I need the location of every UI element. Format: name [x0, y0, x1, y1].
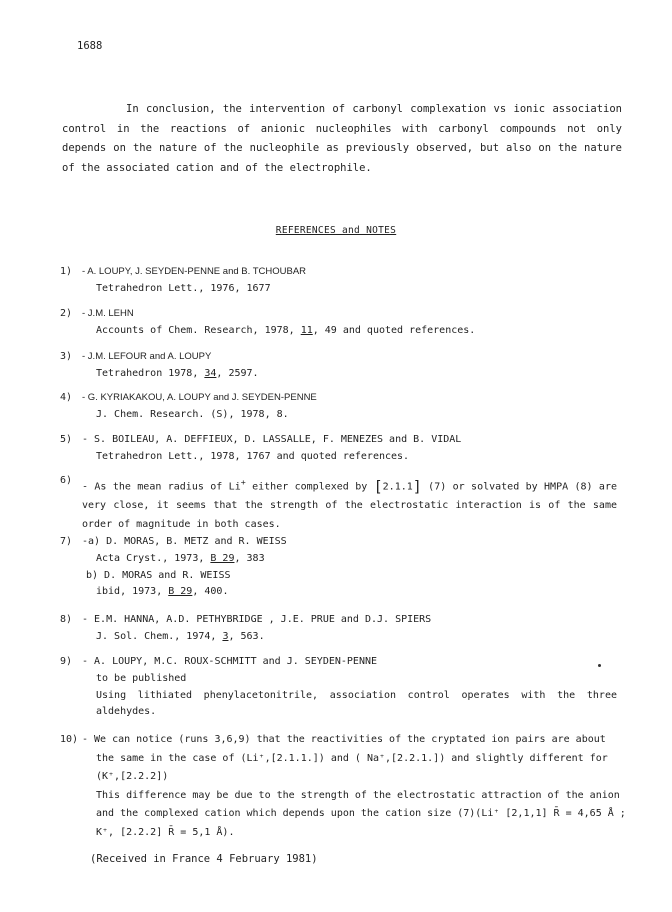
cryptand-label: 2.1.1 [382, 481, 413, 493]
reference-authors: - A. LOUPY, J. SEYDEN-PENNE and B. TCHOUBAR [82, 266, 307, 277]
reference-note-text: and the complexed cation which depends upon the cation size (7)(Li⁺ [2,1,1] R̄ = 4,65 Å ; [96, 808, 626, 820]
reference-number: 9) [60, 656, 73, 667]
reference-authors: - G. KYRIAKAKOU, A. LOUPY and J. SEYDEN-PENNE [82, 392, 317, 403]
page-number: 1688 [77, 40, 103, 52]
reference-authors: - S. BOILEAU, A. DEFFIEUX, D. LASSALLE, F. MENEZES and B. VIDAL [82, 434, 462, 445]
reference-note-text: This difference may be due to the strength of the electrostatic attraction of the anion [96, 789, 620, 801]
reference-citation: ibid, 1973, B 29, 400. [96, 586, 229, 598]
reference-citation: to be published [96, 672, 187, 684]
reference-number: 6) [60, 475, 73, 486]
reference-citation: Tetrahedron 1978, 34, 2597. [96, 367, 259, 379]
reference-authors: -a) D. MORAS, B. METZ and R. WEISS [82, 536, 287, 547]
reference-number: 3) [60, 351, 73, 362]
reference-number: 5) [60, 434, 73, 445]
ion-pair-na: ( Na⁺,[2.2.1.]) [354, 752, 446, 764]
reference-note-text: K⁺, [2.2.2] R̄ = 5,1 Å). [96, 826, 235, 838]
reference-authors: - A. LOUPY, M.C. ROUX-SCHMITT and J. SEYDEN-PENNE [82, 656, 378, 667]
reference-authors: - E.M. HANNA, A.D. PETHYBRIDGE , J.E. PRUE and D.J. SPIERS [82, 614, 432, 625]
reference-citation: Tetrahedron Lett., 1978, 1767 and quoted references. [96, 450, 410, 462]
reference-authors: - J.M. LEHN [82, 308, 134, 319]
reference-number: 7) [60, 536, 73, 547]
reference-note-text: Using lithiated phenylacetonitrile, association control operates with the three aldehydes. [96, 689, 617, 718]
conclusion-paragraph [62, 100, 622, 178]
reference-citation: J. Chem. Research. (S), 1978, 8. [96, 408, 289, 420]
reference-authors: - J.M. LEFOUR and A. LOUPY [82, 351, 212, 362]
reference-number: 4) [60, 392, 73, 403]
reference-number: 2) [60, 308, 73, 319]
reference-note-text: the same in the case of (Li⁺,[2.1.1.]) and ( Na⁺,[2.2.1.]) and slightly different for [96, 752, 608, 764]
reference-citation: Acta Cryst., 1973, B 29, 383 [96, 552, 265, 564]
reference-note-text: - As the mean radius of Li [82, 481, 241, 493]
conclusion-text: In conclusion, the intervention of carbonyl complexation vs ionic association control in the reactions of anionic nucleophiles with carbonyl compounds not only depends on the nature of the nucleophile as previously observed, but also on the nature of the associated cation and of the electrophile. [62, 103, 622, 174]
received-date: (Received in France 4 February 1981) [90, 853, 318, 865]
reference-citation: Accounts of Chem. Research, 1978, 11, 49 and quoted references. [96, 324, 476, 336]
references-heading: REFERENCES and NOTES [275, 225, 397, 236]
reference-citation: J. Sol. Chem., 1974, 3, 563. [96, 630, 265, 642]
reference-citation: Tetrahedron Lett., 1976, 1677 [96, 282, 271, 294]
reference-number: 1) [60, 266, 73, 277]
reference-number: 10) [60, 734, 79, 745]
reference-number: 8) [60, 614, 73, 625]
ion-pair-k: (K⁺,[2.2.2]) [96, 771, 169, 783]
reference-authors: b) D. MORAS and R. WEISS [86, 569, 231, 581]
reference-note-text: - We can notice (runs 3,6,9) that the reactivities of the cryptated ion pairs are about [82, 734, 606, 745]
ion-pair-li: (Li⁺,[2.1.1.]) [240, 752, 325, 764]
